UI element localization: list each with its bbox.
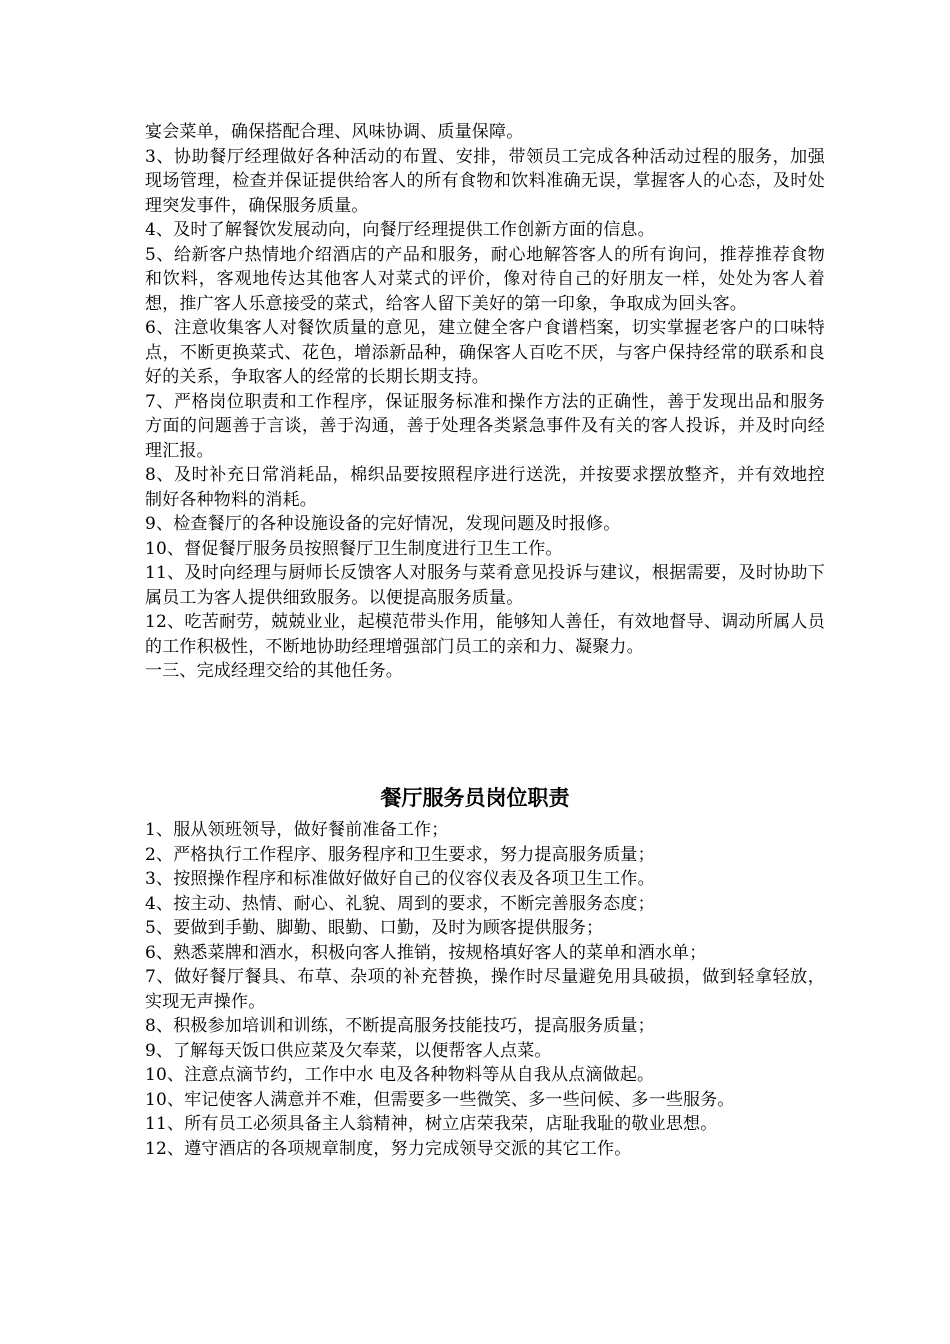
duty-paragraph: 12、吃苦耐劳，兢兢业业，起模范带头作用，能够知人善任，有效地督导、调动所属人员的工作积极性，不断地协助经理增强部门员工的亲和力、凝聚力。 — [145, 612, 825, 657]
list-item: 3、按照操作程序和标准做好做好自己的仪容仪表及各项卫生工作。 — [145, 869, 655, 889]
list-item: 10、注意点滴节约，工作中水 电及各种物料等从自我从点滴做起。 — [145, 1065, 655, 1085]
list-item: 9、了解每天饭口供应菜及欠奉菜，以便帮客人点菜。 — [145, 1040, 552, 1061]
duty-paragraph: 4、及时了解餐饮发展动向，向餐厅经理提供工作创新方面的信息。 — [145, 220, 655, 240]
list-item: 1、服从领班领导，做好餐前准备工作； — [145, 820, 449, 840]
duty-paragraph: 7、严格岗位职责和工作程序，保证服务标准和操作方法的正确性，善于发现出品和服务方面的问题善于言谈，善于沟通，善于处理各类紧急事件及有关的客人投诉，并及时向经理汇报。 — [145, 391, 825, 461]
list-item: 10、牢记使客人满意并不难，但需要多一些微笑、多一些问候、多一些服务。 — [145, 1089, 735, 1110]
duty-paragraph: 11、及时向经理与厨师长反馈客人对服务与菜肴意见投诉与建议，根据需要，及时协助下属员工为客人提供细致服务。以便提高服务质量。 — [145, 563, 825, 608]
list-item: 7、做好餐厅餐具、布草、杂项的补充替换，操作时尽量避免用具破损，做到轻拿轻放，实现无声操作。 — [145, 967, 825, 1012]
list-item: 4、按主动、热情、耐心、礼貌、周到的要求，不断完善服务态度； — [145, 893, 655, 914]
page-title: 餐厅服务员岗位职责 — [380, 786, 570, 810]
manager-duties-continued — [145, 120, 825, 684]
duty-paragraph: 5、给新客户热情地介绍酒店的产品和服务，耐心地解答客人的所有询问，推荐推荐食物和饮料，客观地传达其他客人对菜式的评价，像对待自己的好朋友一样，处处为客人着想，推广客人乐意接受的菜式，给客人留下美好的第一印象，争取成为回头客。 — [145, 244, 825, 314]
duty-paragraph: 10、督促餐厅服务员按照餐厅卫生制度进行卫生工作。 — [145, 538, 563, 559]
list-item: 2、严格执行工作程序、服务程序和卫生要求，努力提高服务质量； — [145, 844, 655, 865]
waiter-duties-list — [145, 818, 825, 1161]
duty-paragraph: 宴会菜单，确保搭配合理、风味协调、质量保障。 — [145, 122, 524, 142]
list-item: 12、遵守酒店的各项规章制度，努力完成领导交派的其它工作。 — [145, 1138, 632, 1159]
duty-paragraph: 6、注意收集客人对餐饮质量的意见，建立健全客户食谱档案，切实掌握老客户的口味特点，不断更换菜式、花色，增添新品种，确保客人百吃不厌，与客户保持经常的联系和良好的关系，争取客人的经常的长期长期支持。 — [145, 318, 825, 387]
list-item: 11、所有员工必须具备主人翁精神，树立店荣我荣，店耻我耻的敬业思想。 — [145, 1114, 718, 1134]
list-item: 6、熟悉菜牌和酒水，积极向客人推销，按规格填好客人的菜单和酒水单； — [145, 942, 707, 963]
duty-paragraph: 一三、完成经理交给的其他任务。 — [145, 661, 403, 681]
list-item: 8、积极参加培训和训练，不断提高服务技能技巧，提高服务质量； — [145, 1016, 655, 1036]
duty-paragraph: 9、检查餐厅的各种设施设备的完好情况，发现问题及时报修。 — [145, 514, 621, 534]
list-item: 5、要做到手勤、脚勤、眼勤、口勤，及时为顾客提供服务； — [145, 918, 604, 938]
duty-paragraph: 3、协助餐厅经理做好各种活动的布置、安排，带领员工完成各种活动过程的服务，加强现场管理，检查并保证提供给客人的所有食物和饮料准确无误，掌握客人的心态，及时处理突发事件，确保服务质量。 — [145, 146, 825, 216]
duty-paragraph: 8、及时补充日常消耗品，棉织品要按照程序进行送洗，并按要求摆放整齐，并有效地控制好各种物料的消耗。 — [145, 465, 825, 510]
